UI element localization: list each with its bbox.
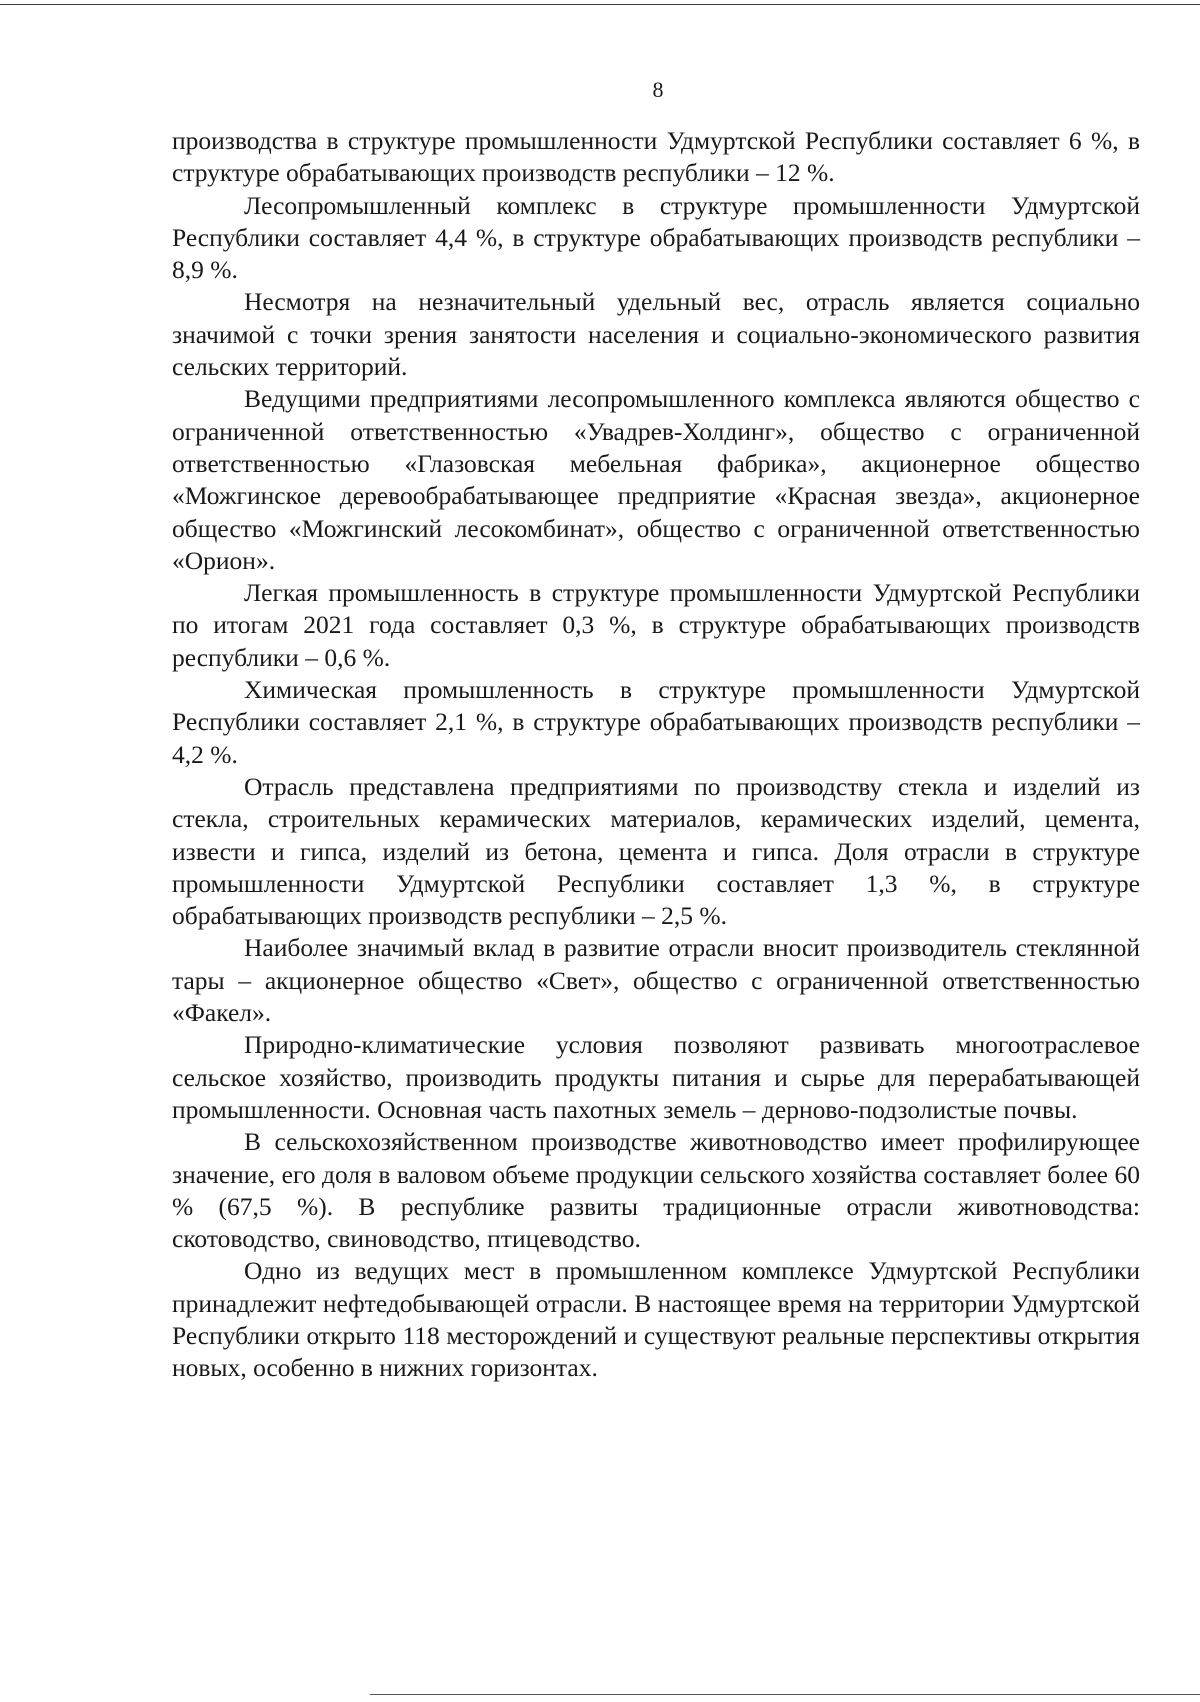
- paragraph-11: Одно из ведущих мест в промышленном комплексе Удмуртской Республики принадлежит нефтедобывающей отрасли. В настоящее время на территории Удмуртской Республики открыто 118 месторождений и существуют реальные перспективы открытия новых, особенно в нижних горизонтах.: [172, 1256, 1140, 1383]
- paragraph-2: Лесопромышленный комплекс в структуре промышленности Удмуртской Республики составляет 4,4 %, в структуре обрабатывающих производств республики – 8,9 %.: [172, 190, 1140, 285]
- paragraph-3: Несмотря на незначительный удельный вес, отрасль является социально значимой с точки зрения занятости населения и социально-экономического развития сельских территорий.: [172, 287, 1140, 382]
- top-edge-line: [0, 4, 1200, 5]
- document-body: [172, 125, 1140, 1385]
- paragraph-10: В сельскохозяйственном производстве животноводство имеет профилирующее значение, его доля в валовом объеме продукции сельского хозяйства составляет более 60 % (67,5 %). В республике развиты традиционные отрасли животноводства: скотоводство, свиноводство, птицеводство.: [172, 1127, 1140, 1254]
- bottom-edge-line: [370, 1694, 1200, 1695]
- page-number: 8: [652, 77, 664, 102]
- paragraph-1: производства в структуре промышленности Удмуртской Республики составляет 6 %, в структуре обрабатывающих производств республики – 12 %.: [172, 126, 1140, 188]
- paragraph-7: Отрасль представлена предприятиями по производству стекла и изделий из стекла, строительных керамических материалов, керамических изделий, цемента, извести и гипса, изделий из бетона, цемента и гипса. Доля отрасли в структуре промышленности Удмуртской Республики составляет 1,3 %, в структуре обрабатывающих производств республики – 2,5 %.: [172, 771, 1140, 931]
- paragraph-6: Химическая промышленность в структуре промышленности Удмуртской Республики составляет 2,1 %, в структуре обрабатывающих производств республики – 4,2 %.: [172, 675, 1140, 769]
- paragraph-8: Наиболее значимый вклад в развитие отрасли вносит производитель стеклянной тары – акционерное общество «Свет», общество с ограниченной ответственностью «Факел».: [172, 933, 1140, 1028]
- paragraph-4: Ведущими предприятиями лесопромышленного комплекса являются общество с ограниченной ответственностью «Увадрев-Холдинг», общество с ограниченной ответственностью «Глазовская мебельная фабрика», акционерное общество «Можгинское деревообрабатывающее предприятие «Красная звезда», акционерное общество «Можгинский лесокомбинат», общество с ограниченной ответственностью «Орион».: [172, 384, 1140, 575]
- paragraph-5: Легкая промышленность в структуре промышленности Удмуртской Республики по итогам 2021 года составляет 0,3 %, в структуре обрабатывающих производств республики – 0,6 %.: [172, 578, 1140, 672]
- paragraph-9: Природно-климатические условия позволяют развивать многоотраслевое сельское хозяйство, производить продукты питания и сырье для перерабатывающей промышленности. Основная часть пахотных земель – дерново-подзолистые почвы.: [172, 1030, 1140, 1124]
